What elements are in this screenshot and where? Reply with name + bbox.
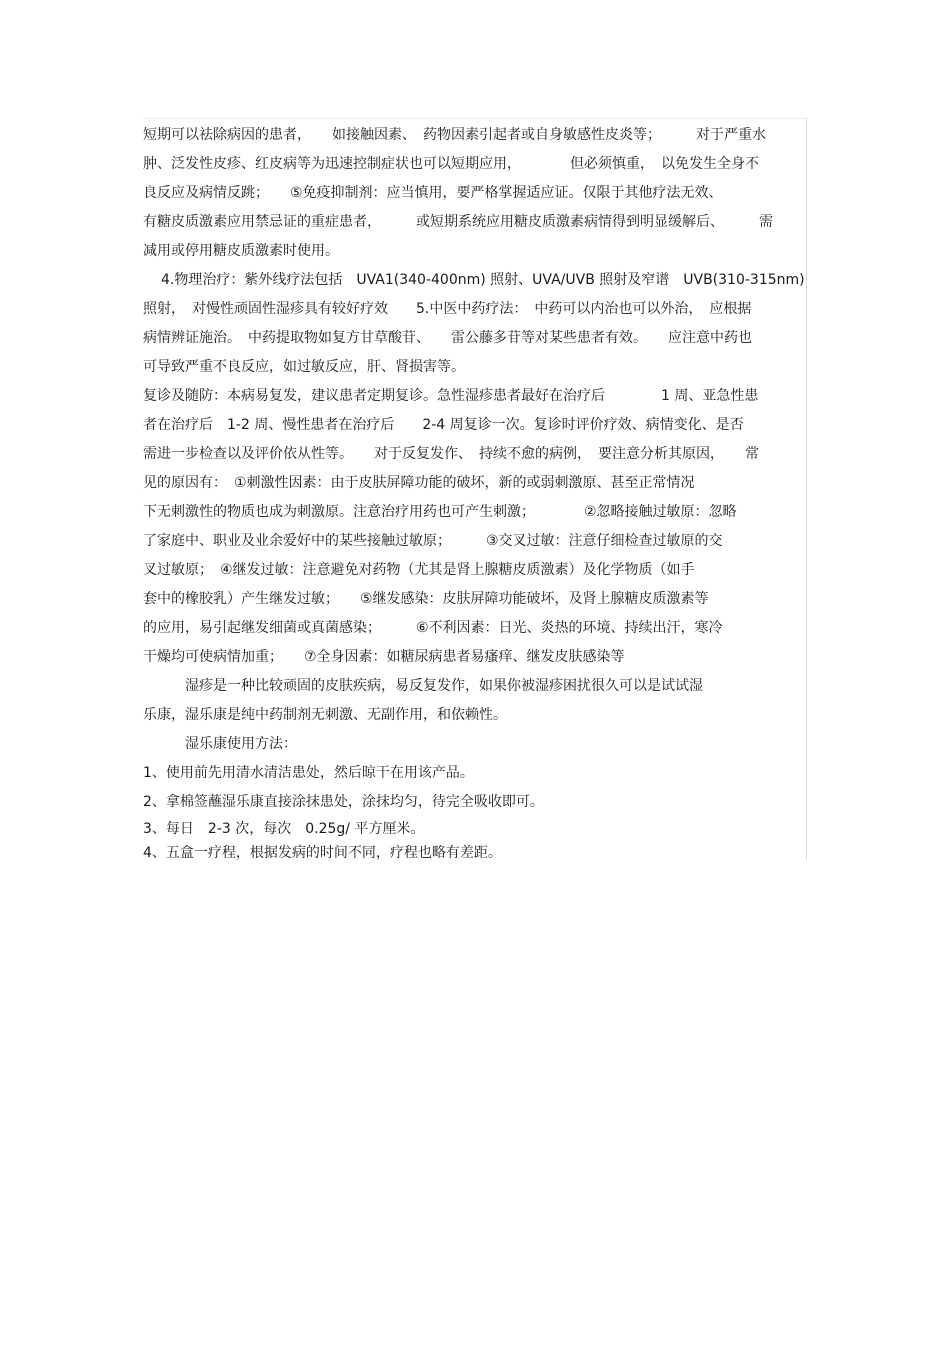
text-line: 2、拿棉签蘸湿乐康直接涂抹患处，涂抹均匀，待完全吸收即可。 xyxy=(143,794,544,810)
text-line: 者在治疗后 1-2 周、慢性患者在治疗后 2-4 周复诊一次。复诊时评价疗效、病情变化、是否 xyxy=(143,417,744,433)
text-line: 干燥均可使病情加重； ⑦全身因素：如糖尿病患者易瘙痒、继发皮肤感染等 xyxy=(143,649,625,665)
text-line: 1、使用前先用清水清洁患处，然后晾干在用该产品。 xyxy=(143,765,474,781)
text-line: 4、五盒一疗程，根据发病的时间不同，疗程也略有差距。 xyxy=(143,845,502,861)
text-line: 病情辨证施治。 中药提取物如复方甘草酸苷、 雷公藤多苷等对某些患者有效。 应注意中药也 xyxy=(143,330,752,346)
text-line: 3、每日 2-3 次，每次 0.25g/ 平方厘米。 xyxy=(143,821,425,837)
text-line: 叉过敏原； ④继发过敏：注意避免对药物（尤其是肾上腺糖皮质激素）及化学物质（如手 xyxy=(143,562,695,578)
text-line: 湿乐康使用方法： xyxy=(185,736,297,752)
text-line: 需进一步检查以及评价依从性等。 对于反复发作、 持续不愈的病例， 要注意分析其原因， 常 xyxy=(143,446,759,462)
text-line: 减用或停用糖皮质激素时使用。 xyxy=(143,243,339,259)
text-line: 见的原因有： ①刺激性因素：由于皮肤屏障功能的破坏，新的或弱刺激原、甚至正常情况 xyxy=(143,475,695,491)
document-body xyxy=(143,121,813,865)
text-line: 4.物理治疗：紫外线疗法包括 UVA1(340-400nm) 照射、UVA/UVB 照射及窄谱 UVB(310-315nm) xyxy=(161,272,805,288)
text-line: 良反应及病情反跳； ⑤免疫抑制剂：应当慎用，要严格掌握适应证。仅限于其他疗法无效、 xyxy=(143,185,723,201)
page-frame-top-rule xyxy=(143,118,807,119)
text-line: 复诊及随防：本病易复发，建议患者定期复诊。急性湿疹患者最好在治疗后 1 周、亚急性患 xyxy=(143,388,759,404)
text-line: 乐康，湿乐康是纯中药制剂无刺激、无副作用，和依赖性。 xyxy=(143,707,507,723)
text-line: 可导致严重不良反应，如过敏反应，肝、肾损害等。 xyxy=(143,359,465,375)
text-line: 下无刺激性的物质也成为刺激原。注意治疗用药也可产生刺激； ②忽略接触过敏原：忽略 xyxy=(143,504,737,520)
text-line: 套中的橡胶乳）产生继发过敏； ⑤继发感染：皮肤屏障功能破坏，及肾上腺糖皮质激素等 xyxy=(143,591,709,607)
text-line: 的应用，易引起继发细菌或真菌感染； ⑥不利因素：日光、炎热的环境、持续出汗，寒冷 xyxy=(143,620,723,636)
text-line: 了家庭中、职业及业余爱好中的某些接触过敏原； ③交叉过敏：注意仔细检查过敏原的交 xyxy=(143,533,723,549)
text-line: 湿疹是一种比较顽固的皮肤疾病，易反复发作，如果你被湿疹困扰很久可以是试试湿 xyxy=(185,678,703,694)
text-line: 短期可以祛除病因的患者， 如接触因素、 药物因素引起者或自身敏感性皮炎等； 对于严重水 xyxy=(143,127,766,143)
text-line: 有糖皮质激素应用禁忌证的重症患者， 或短期系统应用糖皮质激素病情得到明显缓解后、 需 xyxy=(143,214,773,230)
text-line: 肿、泛发性皮疹、红皮病等为迅速控制症状也可以短期应用， 但必须慎重， 以免发生全身不 xyxy=(143,156,759,172)
text-line: 照射， 对慢性顽固性湿疹具有较好疗效 5.中医中药疗法： 中药可以内治也可以外治， 应根据 xyxy=(143,301,752,317)
